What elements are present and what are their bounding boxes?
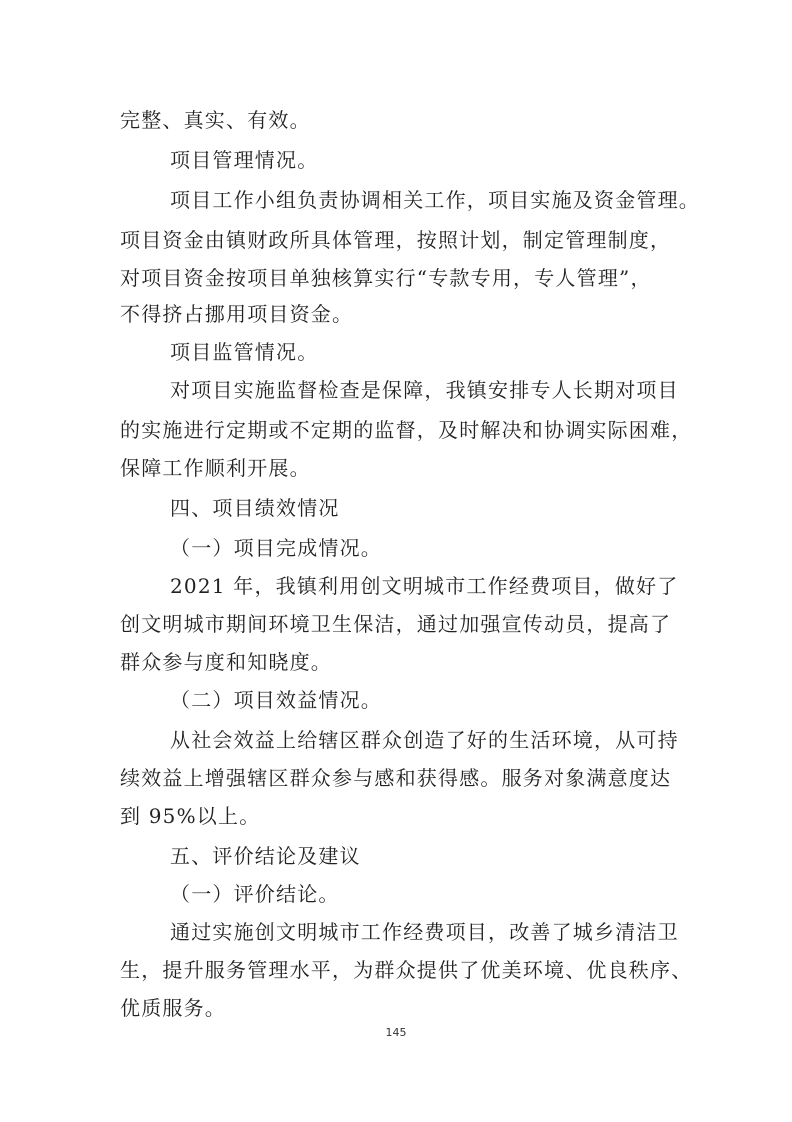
subsection-heading-5-1: （一）评价结论。 — [170, 882, 340, 906]
text-line-3: 项目工作小组负责协调相关工作，项目实施及资金管理。 — [170, 188, 700, 212]
text-line-4: 项目资金由镇财政所具体管理，按照计划，制定管理制度， — [120, 228, 672, 252]
section-heading-4: 四、项目绩效情况 — [170, 496, 340, 520]
text-line-22: 通过实施创文明城市工作经费项目，改善了城乡清洁卫 — [170, 920, 679, 944]
text-line-23: 生，提升服务管理水平，为群众提供了优美环境、优良秩序、 — [120, 958, 693, 982]
text-line-19: 到 95%以上。 — [120, 804, 261, 828]
text-line-5: 对项目资金按项目单独核算实行“专款专用，专人管理”， — [120, 266, 652, 290]
text-line-18: 续效益上增强辖区群众参与感和获得感。服务对象满意度达 — [120, 766, 672, 790]
page-number: 145 — [385, 1026, 407, 1039]
text-line-13: 2021 年，我镇利用创文明城市工作经费项目，做好了 — [170, 574, 679, 598]
subheading-project-supervision: 项目监管情况。 — [170, 340, 319, 364]
text-line-17: 从社会效益上给辖区群众创造了好的生活环境，从可持 — [170, 728, 679, 752]
subsection-heading-4-2: （二）项目效益情况。 — [170, 688, 382, 712]
subheading-project-management: 项目管理情况。 — [170, 148, 319, 172]
text-line-9: 的实施进行定期或不定期的监督，及时解决和协调实际困难， — [120, 418, 693, 442]
text-line-15: 群众参与度和知晓度。 — [120, 650, 332, 674]
section-heading-5: 五、评价结论及建议 — [170, 844, 361, 868]
text-line-8: 对项目实施监督检查是保障，我镇安排专人长期对项目 — [170, 378, 679, 402]
text-line-10: 保障工作顺利开展。 — [120, 456, 311, 480]
text-line-24: 优质服务。 — [120, 996, 226, 1020]
subsection-heading-4-1: （一）项目完成情况。 — [170, 536, 382, 560]
text-line-14: 创文明城市期间环境卫生保洁，通过加强宣传动员，提高了 — [120, 612, 672, 636]
text-line-6: 不得挤占挪用项目资金。 — [120, 302, 354, 326]
text-line-1: 完整、真实、有效。 — [120, 108, 311, 132]
